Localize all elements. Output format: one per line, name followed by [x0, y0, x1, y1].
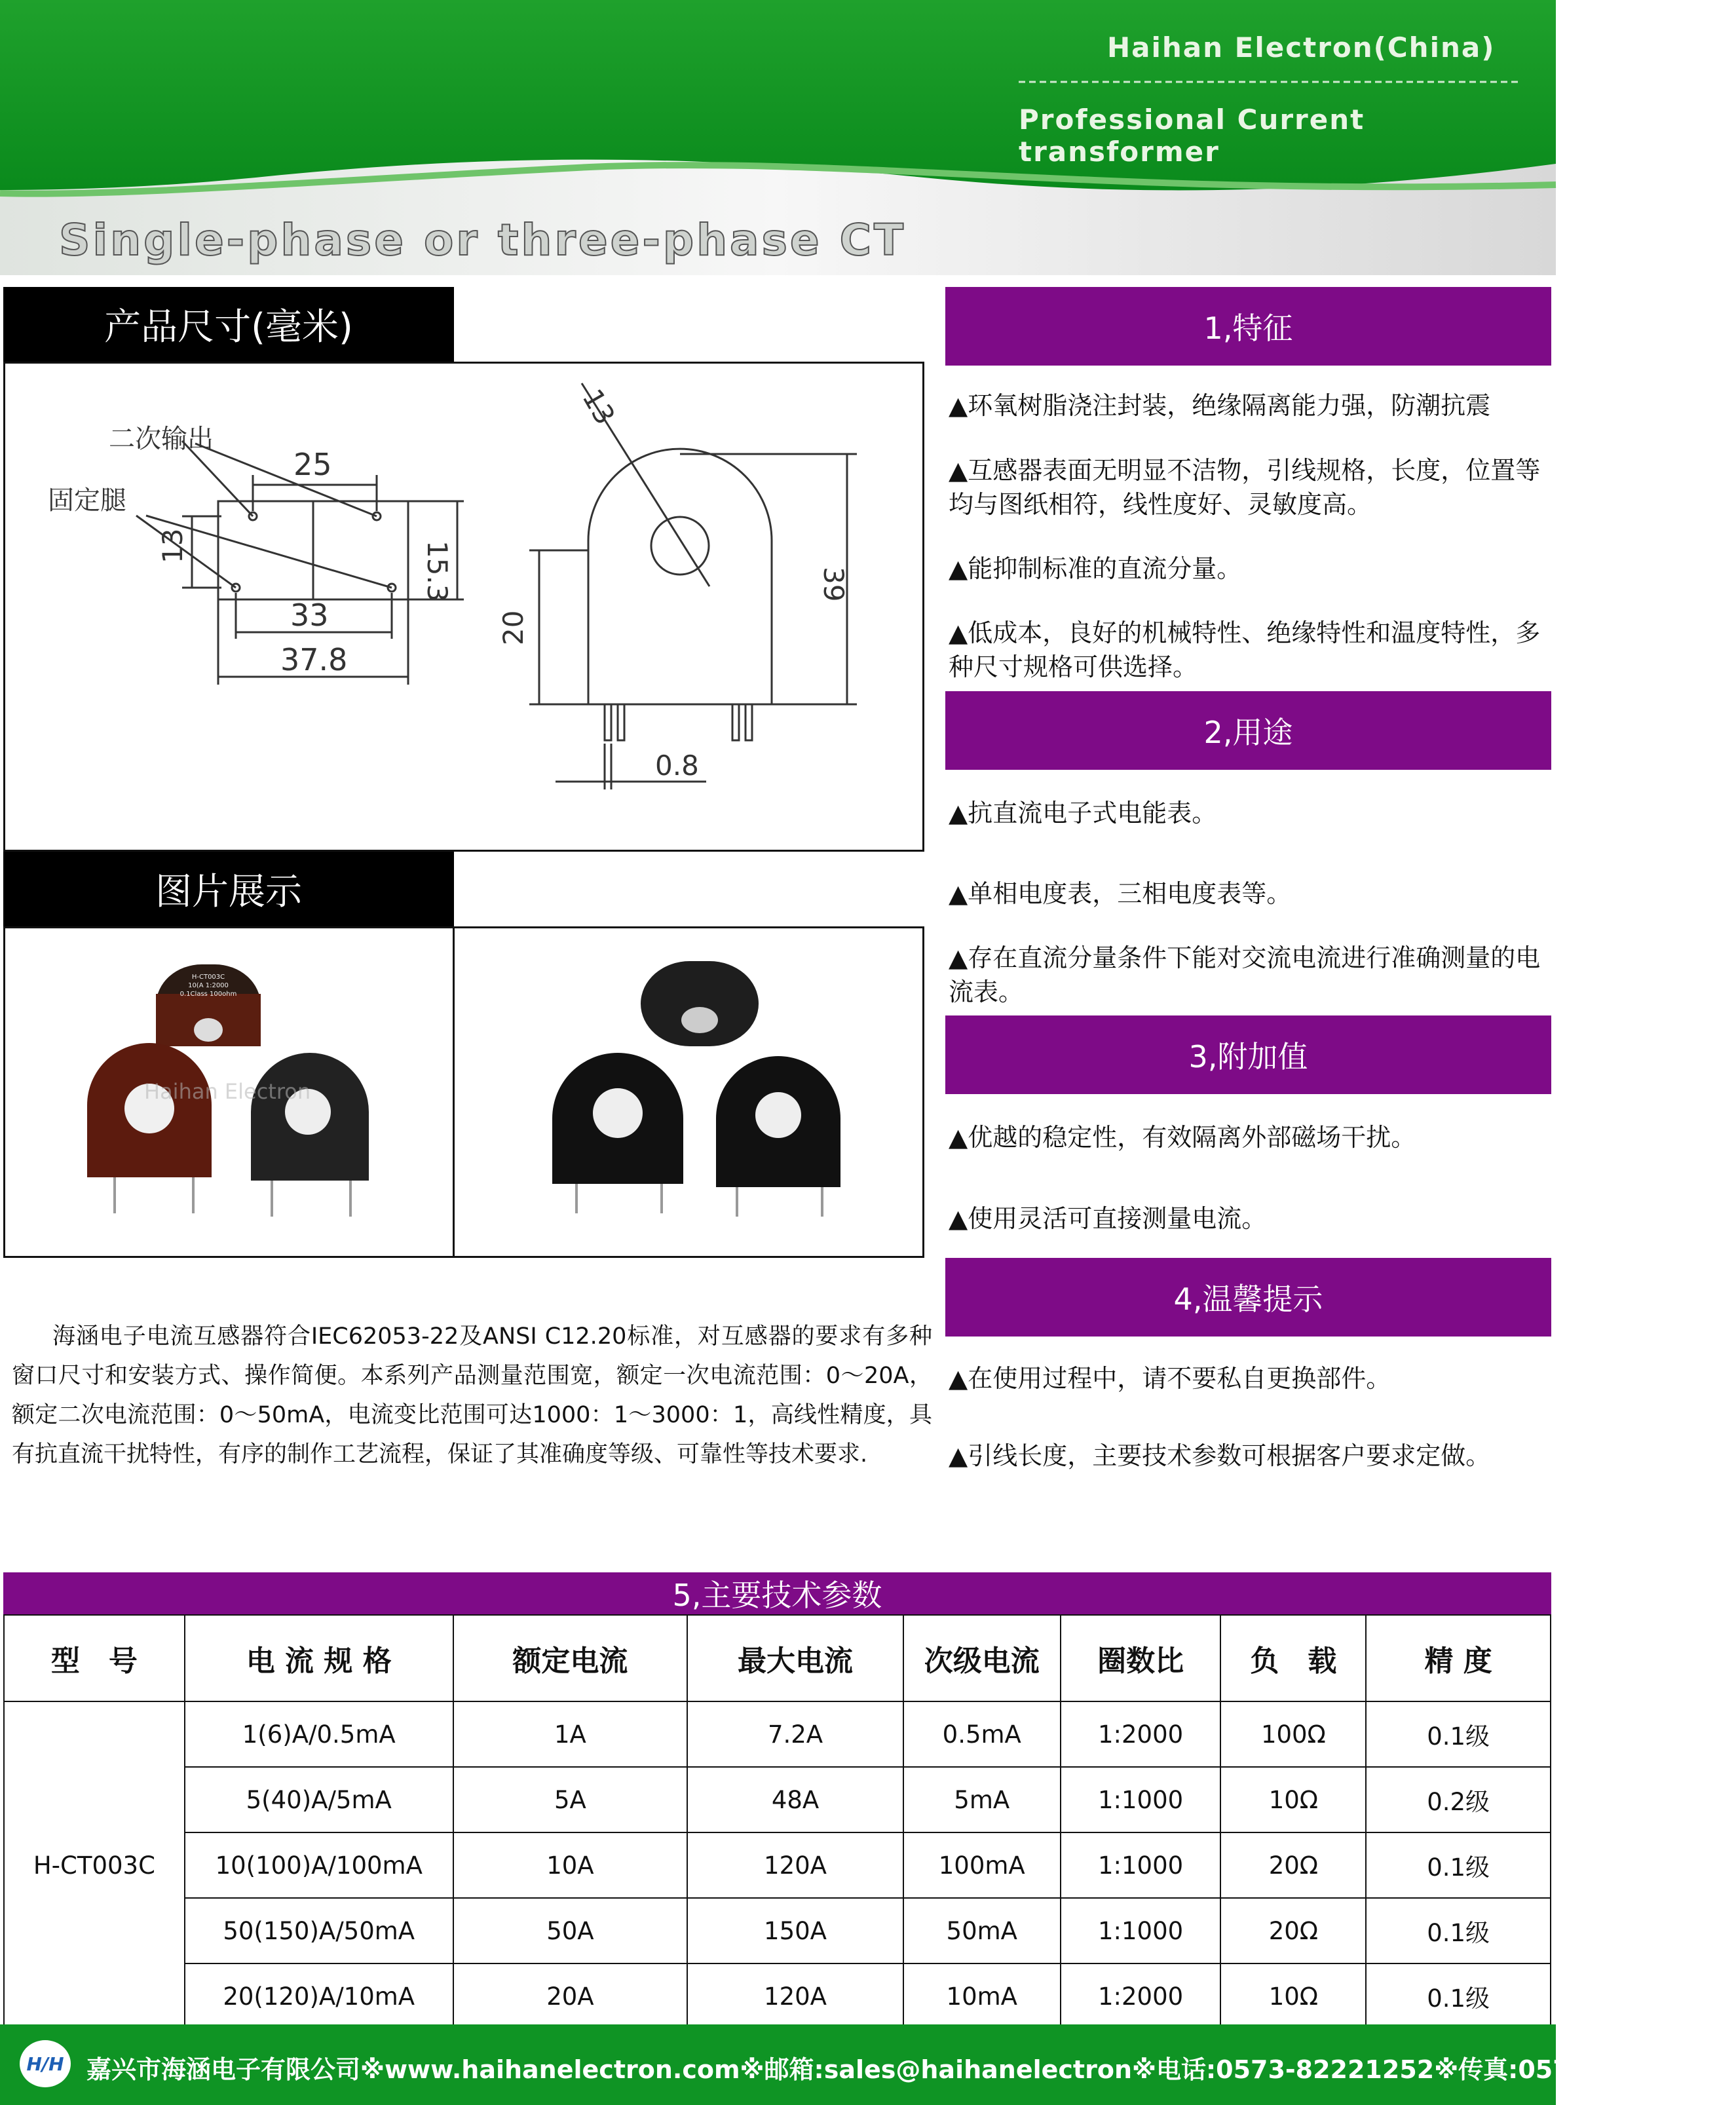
dim-13-diagonal: 13 — [576, 383, 622, 430]
table-cell: 1:1000 — [1061, 1832, 1221, 1898]
page-title: Single-phase or three-phase CT — [59, 215, 907, 265]
feature-item: ▲能抑制标准的直流分量。 — [949, 554, 1242, 583]
table-cell: 0.1级 — [1366, 1701, 1551, 1767]
dim-25: 25 — [293, 447, 332, 482]
dim-0-8: 0.8 — [655, 749, 699, 782]
table-cell: 5mA — [903, 1767, 1061, 1832]
table-cell: 100Ω — [1220, 1701, 1366, 1767]
table-cell: 150A — [687, 1898, 903, 1963]
added-value-item: ▲优越的稳定性，有效隔离外部磁场干扰。 — [949, 1123, 1416, 1152]
table-row — [4, 1898, 1551, 1963]
table-cell: 5A — [453, 1767, 688, 1832]
watermark: Haihan Electron — [144, 1079, 311, 1104]
table-row — [4, 1701, 1551, 1767]
dim-20: 20 — [497, 610, 529, 645]
table-cell: 120A — [687, 1832, 903, 1898]
table-cell: 5(40)A/5mA — [185, 1767, 453, 1832]
col-header: 最大电流 — [687, 1615, 903, 1701]
col-header: 精 度 — [1366, 1615, 1551, 1701]
page-header — [0, 0, 1556, 275]
dim-33: 33 — [290, 597, 329, 633]
col-header: 圈数比 — [1061, 1615, 1221, 1701]
spec-heading: 5,主要技术参数 — [3, 1572, 1551, 1614]
model-cell: H-CT003C — [4, 1701, 185, 2029]
table-cell: 1(6)A/0.5mA — [185, 1701, 453, 1767]
table-cell: 7.2A — [687, 1701, 903, 1767]
col-header: 次级电流 — [903, 1615, 1061, 1701]
footer-contact: 嘉兴市海涵电子有限公司※www.haihanelectron.com※邮箱:sales@haihanelectron※电话:0573-82221252※传真:0573-82220773 — [86, 2055, 1736, 2084]
table-cell: 20Ω — [1220, 1832, 1366, 1898]
table-cell: 50(150)A/50mA — [185, 1898, 453, 1963]
col-header: 额定电流 — [453, 1615, 688, 1701]
table-cell: 1:1000 — [1061, 1767, 1221, 1832]
ct-black-rear — [641, 961, 759, 1046]
table-cell: 10A — [453, 1832, 688, 1898]
page-footer — [0, 2024, 1736, 2105]
table-cell: 120A — [687, 1963, 903, 2029]
ct-brown-front — [87, 1043, 212, 1213]
usage-item: ▲存在直流分量条件下能对交流电流进行准确测量的电流表。 — [949, 943, 1541, 1006]
ct-label-ratio: 10(A 1:2000 — [188, 982, 229, 989]
table-cell: 20(120)A/10mA — [185, 1963, 453, 2029]
company-name: Haihan Electron(China) — [1107, 31, 1496, 64]
dim-37-8: 37.8 — [280, 642, 348, 677]
tips-item: ▲在使用过程中，请不要私自更换部件。 — [949, 1364, 1391, 1393]
table-row — [4, 1832, 1551, 1898]
usage-item: ▲抗直流电子式电能表。 — [949, 799, 1217, 827]
dim-13: 13 — [157, 528, 189, 563]
dimensions-heading: 产品尺寸(毫米) — [3, 287, 454, 362]
dim-15-3: 15.3 — [421, 540, 453, 602]
feature-item: ▲互感器表面无明显不洁物，引线规格，长度，位置等均与图纸相符，线性度好、灵敏度高。 — [949, 456, 1541, 519]
usage-item: ▲单相电度表，三相电度表等。 — [949, 879, 1292, 908]
table-cell: 20A — [453, 1963, 688, 2029]
table-cell: 10Ω — [1220, 1767, 1366, 1832]
col-header: 负 载 — [1220, 1615, 1366, 1701]
dimension-drawing — [5, 364, 922, 850]
table-row — [4, 1767, 1551, 1832]
tips-item: ▲引线长度，主要技术参数可根据客户要求定做。 — [949, 1441, 1491, 1470]
dim-39: 39 — [818, 567, 850, 602]
ct-black-front-left — [552, 1053, 683, 1213]
label-secondary-output: 二次输出 — [109, 424, 214, 454]
table-cell: 48A — [687, 1767, 903, 1832]
features-heading: 1,特征 — [945, 287, 1551, 366]
company-tagline: Professional Current transformer — [1019, 104, 1365, 168]
product-photos — [5, 928, 922, 1256]
feature-item: ▲环氧树脂浇注封装，绝缘隔离能力强，防潮抗震 — [949, 391, 1491, 420]
table-row — [4, 1963, 1551, 2029]
logo-text: H/H — [26, 2053, 64, 2075]
ct-black-front — [251, 1053, 369, 1217]
usage-heading: 2,用途 — [945, 691, 1551, 770]
ct-black-front-right — [716, 1056, 840, 1217]
table-cell: 0.1级 — [1366, 1963, 1551, 2029]
ct-label — [172, 973, 244, 998]
ct-label-class: 0.1Class 100ohm — [179, 991, 237, 998]
gallery-heading: 图片展示 — [3, 852, 454, 926]
table-cell: 100mA — [903, 1832, 1061, 1898]
feature-item: ▲低成本，良好的机械特性、绝缘特性和温度特性，多种尺寸规格可供选择。 — [949, 618, 1541, 681]
company-logo — [20, 2040, 71, 2087]
table-cell: 1:2000 — [1061, 1963, 1221, 2029]
gallery-box — [3, 926, 924, 1258]
table-cell: 0.1级 — [1366, 1832, 1551, 1898]
table-cell: 10mA — [903, 1963, 1061, 2029]
ct-label-model: H-CT003C — [191, 974, 225, 981]
label-fixing-leg: 固定腿 — [48, 485, 126, 516]
table-cell: 20Ω — [1220, 1898, 1366, 1963]
table-cell: 10(100)A/100mA — [185, 1832, 453, 1898]
spec-header-row — [4, 1615, 1551, 1701]
table-cell: 50mA — [903, 1898, 1061, 1963]
dimension-drawing-box — [3, 362, 924, 852]
table-cell: 0.2级 — [1366, 1767, 1551, 1832]
added-value-heading: 3,附加值 — [945, 1015, 1551, 1094]
table-cell: 1A — [453, 1701, 688, 1767]
spec-table — [3, 1614, 1551, 2030]
table-cell: 50A — [453, 1898, 688, 1963]
table-cell: 10Ω — [1220, 1963, 1366, 2029]
col-header: 电 流 规 格 — [185, 1615, 453, 1701]
table-cell: 1:1000 — [1061, 1898, 1221, 1963]
tips-heading: 4,温馨提示 — [945, 1258, 1551, 1337]
added-value-item: ▲使用灵活可直接测量电流。 — [949, 1204, 1267, 1233]
col-header: 型 号 — [4, 1615, 185, 1701]
table-cell: 1:2000 — [1061, 1701, 1221, 1767]
table-cell: 0.5mA — [903, 1701, 1061, 1767]
description-paragraph: 海涵电子电流互感器符合IEC62053-22及ANSI C12.20标准，对互感器的要求有多种窗口尺寸和安装方式、操作简便。本系列产品测量范围宽，额定一次电流范围：0～20A，额定二次电流范围：0～50mA，电流变比范围可达1000：1～3000：1，高线性精度，具有抗直流干扰特性，有序的制作工艺流程，保证了其准确度等级、可靠性等技术要求. — [12, 1323, 932, 1468]
table-cell: 0.1级 — [1366, 1898, 1551, 1963]
